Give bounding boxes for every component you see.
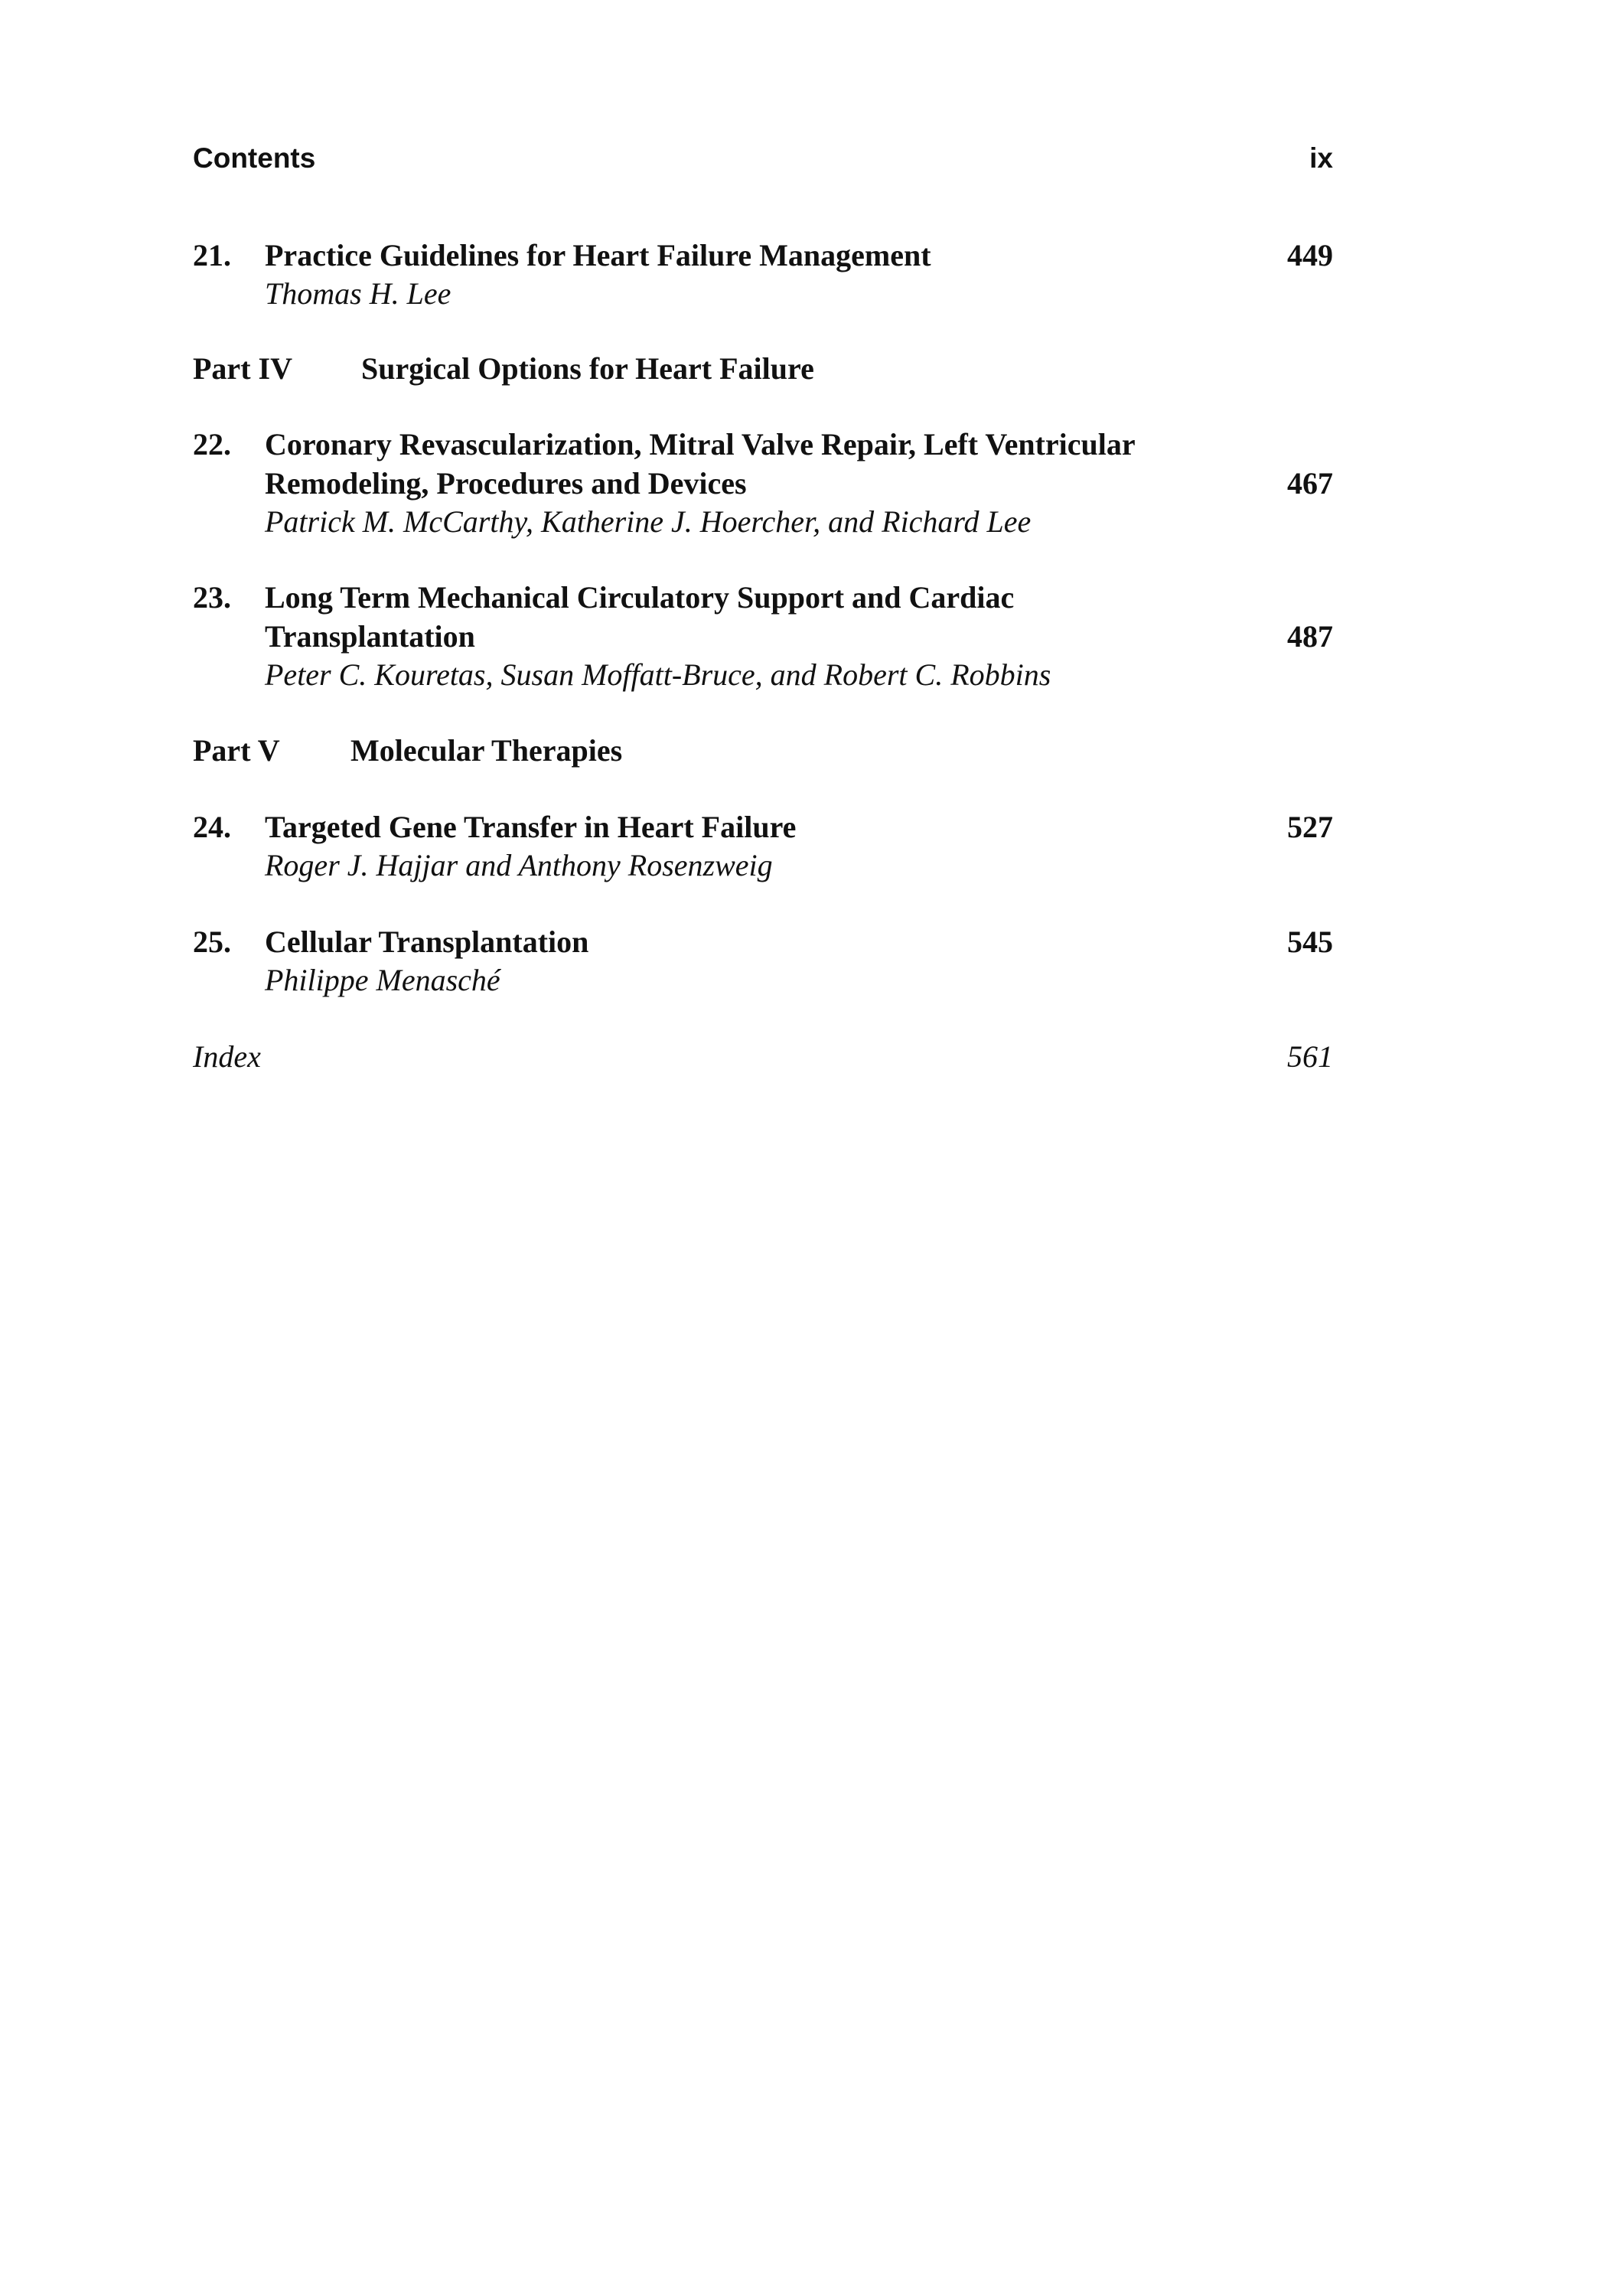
part-title: Surgical Options for Heart Failure: [361, 351, 814, 386]
chapter-authors: Thomas H. Lee: [265, 276, 451, 311]
chapter-number: 24.: [193, 810, 231, 844]
chapter-number: 22.: [193, 427, 231, 461]
chapter-title[interactable]: Targeted Gene Transfer in Heart Failure: [265, 810, 797, 844]
header-title: Contents: [193, 142, 316, 174]
chapter-page[interactable]: 545: [1287, 925, 1333, 959]
chapter-authors: Patrick M. McCarthy, Katherine J. Hoercher, and Richard Lee: [265, 504, 1032, 539]
chapter-title[interactable]: Cellular Transplantation: [265, 925, 589, 959]
chapter-page[interactable]: 449: [1287, 238, 1333, 272]
part-title: Molecular Therapies: [350, 733, 623, 768]
chapter-title-line-1[interactable]: Long Term Mechanical Circulatory Support and Cardiac: [265, 580, 1015, 615]
part-label: Part V: [193, 733, 280, 768]
chapter-number: 25.: [193, 925, 231, 959]
index-page[interactable]: 561: [1287, 1039, 1333, 1074]
chapter-number: 23.: [193, 580, 231, 615]
chapter-number: 21.: [193, 238, 231, 272]
chapter-authors: Roger J. Hajjar and Anthony Rosenzweig: [265, 848, 773, 882]
chapter-title[interactable]: Practice Guidelines for Heart Failure Management: [265, 238, 931, 272]
chapter-authors: Philippe Menasché: [265, 963, 500, 997]
chapter-page[interactable]: 527: [1287, 810, 1333, 844]
chapter-authors: Peter C. Kouretas, Susan Moffatt-Bruce, and Robert C. Robbins: [265, 657, 1051, 692]
header-page-number: ix: [1309, 142, 1333, 174]
chapter-title-line-1[interactable]: Coronary Revascularization, Mitral Valve Repair, Left Ventricular: [265, 427, 1136, 461]
index-label[interactable]: Index: [193, 1039, 261, 1074]
part-label: Part IV: [193, 351, 292, 386]
chapter-title-line-2[interactable]: Remodeling, Procedures and Devices: [265, 466, 747, 501]
chapter-page[interactable]: 487: [1287, 619, 1333, 654]
running-header: [193, 142, 1333, 174]
chapter-title-line-2[interactable]: Transplantation: [265, 619, 475, 654]
chapter-page[interactable]: 467: [1287, 466, 1333, 501]
